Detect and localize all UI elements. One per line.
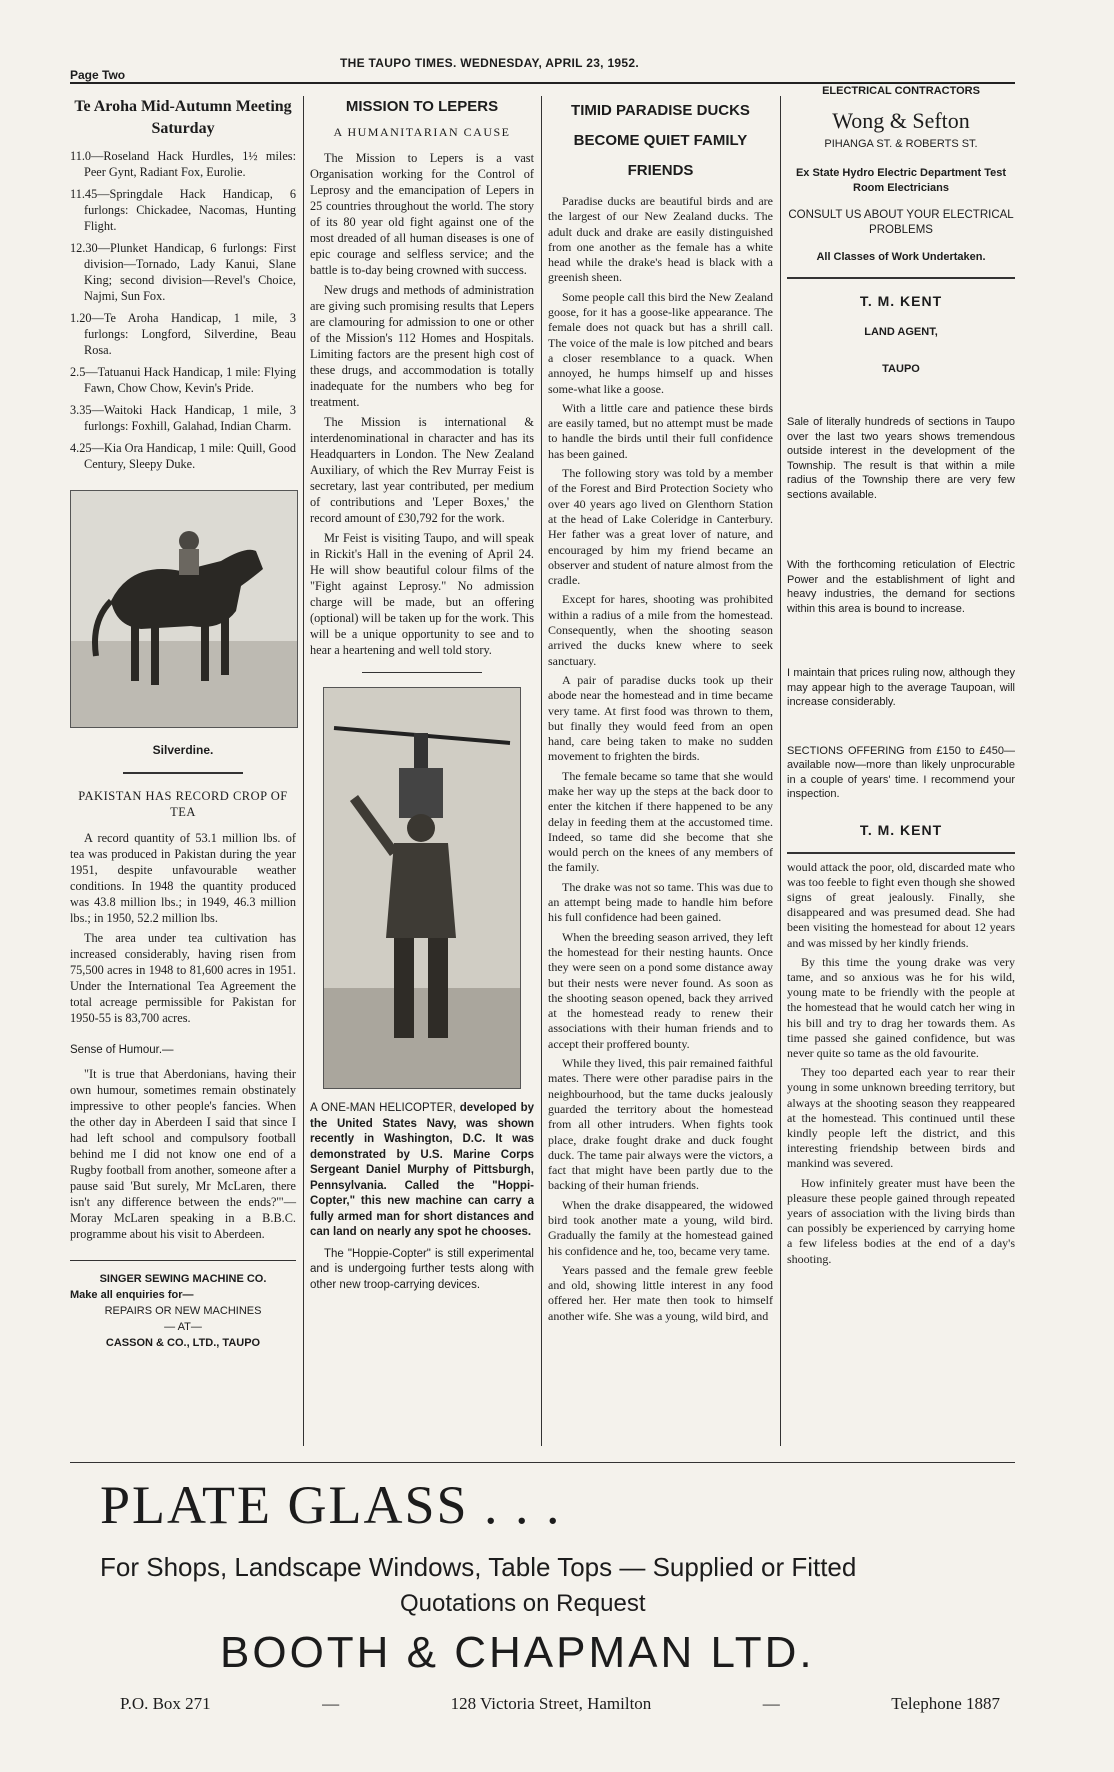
ducks-heading: TIMID PARADISE DUCKS BECOME QUIET FAMILY FRIENDS	[571, 102, 750, 179]
horse-photo-image	[71, 491, 297, 727]
singer-ad-line: — AT—	[164, 1321, 202, 1333]
separator	[123, 772, 243, 774]
tea-heading: PAKISTAN HAS RECORD CROP OF TEA	[78, 789, 288, 819]
lepers-paragraph: The Mission is international & interdenominational in character and has its Headquarters in London. The New Zealand Auxiliary, of which the Rev Murray Feist is secretary, last year contributed, per medium of contributions and 'Leper Boxes,' the record amount of £30,792 for the work.	[310, 415, 534, 525]
column-rule	[780, 96, 781, 1446]
lepers-subheading: A HUMANITARIAN CAUSE	[333, 125, 511, 139]
ducks-paragraph: When the breeding season arrived, they left the homestead for their nesting haunts. Once they were seen on a pond some distance away but their nests were never found. As soon as the shooting season opened, back they arrived at the homestead ready to renew their associations with their human friends and to accept their proffered bounty.	[548, 929, 773, 1051]
race-item: 1.20—Te Aroha Handicap, 1 mile, 3 furlongs: Longford, Silverdine, Beau Rosa.	[70, 311, 296, 357]
kent-paragraph: SECTIONS OFFERING from £150 to £450—available now—more than likely unprocurable in a couple of years' time. I recommend your inspection.	[787, 744, 1015, 800]
page-number: Page Two	[70, 68, 126, 82]
separator	[362, 672, 482, 673]
race-heading: Te Aroha Mid-Autumn Meeting Saturday	[74, 98, 292, 137]
street-address: 128 Victoria Street, Hamilton	[450, 1694, 652, 1713]
wong-sefton-ad	[787, 84, 1015, 265]
helicopter-caption: developed by the United States Navy, was shown recently in Washington, D.C. It was demonstrated by U.S. Marine Corps Sergeant Daniel Murphy of Pittsburgh, Pennsylvania. Called the "Hoppi-Copter," this new machine can carry a fully armed man for short distances and can land on nearly any spot he chooses.	[310, 1102, 534, 1238]
wong-ad-line: CONSULT US ABOUT YOUR ELECTRICAL PROBLEMS	[788, 209, 1014, 236]
separator	[787, 852, 1015, 854]
wong-ad-line: All Classes of Work Undertaken.	[816, 251, 986, 263]
tea-paragraph: The area under tea cultivation has increased considerably, having risen from 75,500 acres in 1948 to 81,600 acres in 1951. Under the International Tea Agreement the total acreage permissible for Pakistan for 1950-55 is 83,700 acres.	[70, 931, 296, 1025]
ducks-paragraph: When the drake disappeared, the widowed bird took another mate a young, wild bird. Gradually the family at the homestead gained his confidence and he, too, became very tame.	[548, 1197, 773, 1258]
kent-paragraph: I maintain that prices ruling now, although they may appear high to the average Taupoan, will increase considerably.	[787, 667, 1015, 708]
race-list	[70, 148, 296, 472]
ducks-paragraph: The following story was told by a member of the Forest and Bird Protection Society who over 40 years ago lived on Glenthorn Station at the head of Lake Coleridge in Canterbury. Her father was a great lover of nature, and encouraged by him my friend became an observer and student of nature almost from the cradle.	[548, 466, 773, 588]
ducks-paragraph: The drake was not so tame. This was due to an attempt being made to handle him before his full confidence had been gained.	[548, 879, 773, 925]
contact-dash: —	[762, 1694, 780, 1713]
helicopter-photo	[323, 687, 521, 1089]
ducks-continued-paragraph: would attack the poor, old, discarded mate who was too feeble to fight even though she showed signs of great jealously. Finally, she disappeared and was presumed dead. She had been visiting the homestead for about 12 years and was missed by her kindly friends.	[787, 859, 1015, 950]
race-item: 4.25—Kia Ora Handicap, 1 mile: Quill, Good Century, Sleepy Duke.	[70, 441, 296, 471]
ducks-paragraph: A pair of paradise ducks took up their abode near the homestead and in time became very tame. At first food was thrown to them, but finally they would feed from an open hand, care being taken to make no sudden movement to frighten the birds.	[548, 672, 773, 764]
humour-heading: Sense of Humour.—	[70, 1044, 174, 1056]
kent-name: T. M. KENT	[859, 293, 943, 309]
separator	[787, 277, 1015, 279]
race-item: 3.35—Waitoki Hack Handicap, 1 mile, 3 furlongs: Foxhill, Galahad, Indian Charm.	[70, 403, 296, 433]
race-item: 2.5—Tatuanui Hack Handicap, 1 mile: Flying Fawn, Chow Chow, Kevin's Pride.	[70, 365, 296, 395]
kent-paragraph: Sale of literally hundreds of sections in Taupo over the last two years shows tremendous outside interest in the development of the Township. The result is that within a mile radius of the Township there are very few sections available.	[787, 416, 1015, 501]
helicopter-photo-image	[324, 688, 520, 1088]
race-item: 12.30—Plunket Handicap, 6 furlongs: First division—Tornado, Lady Kanui, Slane King; second division—Revel's Choice, Najmi, Sun Fox.	[70, 241, 296, 303]
ducks-paragraph: While they lived, this pair remained faithful mates. There were other paradise pairs in the neighbourhood, but the tame ducks jealously guarded the territory about the homestead from all other intruders. When fights took place, drake fought drake and duck fought duck. The tame pair always were the victors, a fact that might have been partly due to the backing of their human friends.	[548, 1056, 773, 1193]
lepers-paragraph: Mr Feist is visiting Taupo, and will speak in Rickit's Hall in the evening of April 24. He will show beautiful colour films of the "Fight against Leprosy." No admission charge will be made, but an offering (optional) will be taken up for the work. This will be a unique opportunity to see and to hear a heartening and well told story.	[310, 531, 534, 657]
horse-photo	[70, 490, 298, 728]
singer-ad-title: SINGER SEWING MACHINE CO.	[99, 1273, 267, 1285]
singer-ad	[70, 1260, 296, 1351]
column-3	[548, 96, 773, 1328]
ducks-paragraph: Years passed and the female grew feeble and old, showing little interest in any food offered her. Her mate then took to himself another wife. She was a young, wild bird, and	[548, 1262, 773, 1323]
race-item: 11.45—Springdale Hack Handicap, 6 furlongs: Chickadee, Nacomas, Hunting Flight.	[70, 187, 296, 233]
wong-ad-line: ELECTRICAL CONTRACTORS	[822, 85, 980, 97]
telephone: Telephone 1887	[891, 1694, 1000, 1713]
column-4	[787, 84, 1015, 1271]
column-1	[70, 96, 296, 1351]
po-box: P.O. Box 271	[120, 1694, 211, 1713]
kent-paragraph: With the forthcoming reticulation of Electric Power and the establishment of light and heavy industries, the demand for sections within this area is bound to increase.	[787, 559, 1015, 615]
column-rule	[303, 96, 304, 1446]
plate-glass-quotations: Quotations on Request	[400, 1590, 646, 1617]
wong-ad-name: Wong & Sefton	[832, 108, 970, 133]
lepers-paragraph: The Mission to Lepers is a vast Organisation working for the Control of Leprosy and the emancipation of Lepers in 25 countries throughout the world. The story of its 80 year old fight against one of the most dreaded of all human diseases is one of epic courage and selfless service; and the battle is to-day being crowned with success.	[310, 151, 534, 277]
lepers-paragraph: New drugs and methods of administration are giving such promising results that Lepers are clamouring for admission to one or other of the Mission's 112 Homes and Hospitals. Limiting factors are the present high cost of these drugs, and accommodation is totally inadequate for the numbers who beg for treatment.	[310, 283, 534, 409]
singer-ad-line: Make all enquiries for—	[70, 1289, 194, 1301]
humour-paragraph: "It is true that Aberdonians, having their own humour, sometimes remain obstinately impressive to other people's fancies. When the other day in Aberdeen I said that since I had left school and compulsory football behind me I did not know one end of a Rugby football from another, someone after a pause said 'But surely, Mr McLaren, there isn't any difference between the ends?'"—Moray McLaren speaking in a B.B.C. programme about his visit to Aberdeen.	[70, 1067, 296, 1241]
contact-dash: —	[322, 1694, 340, 1713]
column-rule	[541, 96, 542, 1446]
singer-ad-line: CASSON & CO., LTD., TAUPO	[105, 1337, 261, 1349]
bottom-ad-rule	[70, 1462, 1015, 1463]
column-2	[310, 96, 534, 1297]
wong-ad-address: PIHANGA ST. & ROBERTS ST.	[824, 138, 978, 150]
ducks-paragraph: Some people call this bird the New Zealand goose, for it has a goose-like appearance. The female does not quack but has a shrill call. The voice of the male is low pitched and bears a closer resemblance to a quack. When annoyed, he humps himself up and hisses some-what like a goose.	[548, 289, 773, 396]
horse-photo-caption: Silverdine.	[152, 743, 214, 757]
ducks-continued-paragraph: They too departed each year to rear their young in some unknown breeding territory, but always at the shooting season they reappeared at the homestead. This continued until these kindly people left the district, and this interesting friendship between birds and mankind was severed.	[787, 1065, 1015, 1171]
tea-paragraph: A record quantity of 53.1 million lbs. of tea was produced in Pakistan during the year 1951, despite unfavourable weather conditions. In 1948 the quantity produced was 43.8 million lbs.; in 1949, 46.3 million lbs.; in 1950, 52.2 million lbs.	[70, 831, 296, 925]
ducks-paragraph: Paradise ducks are beautiful birds and are the largest of our New Zealand ducks. The adult duck and drake are easily distinguished from one another as the female has a white head while the drake's head is black with a greenish sheen.	[548, 194, 773, 285]
helicopter-caption-lead: A ONE-MAN HELICOPTER,	[310, 1102, 456, 1114]
kent-town: TAUPO	[882, 363, 920, 375]
wong-ad-line: Ex State Hydro Electric Department Test Room Electricians	[795, 167, 1007, 194]
masthead-title: THE TAUPO TIMES. WEDNESDAY, APRIL 23, 1952.	[340, 56, 639, 70]
plate-glass-headline: PLATE GLASS . . .	[100, 1475, 562, 1535]
kent-role: LAND AGENT,	[864, 326, 938, 338]
ducks-paragraph: With a little care and patience these birds are easily tamed, but no attempt must be made to handle the birds until their full confidence has been gained.	[548, 400, 773, 461]
plate-glass-line: For Shops, Landscape Windows, Table Tops — Supplied or Fitted	[100, 1552, 857, 1582]
company-contact	[120, 1694, 1000, 1714]
singer-ad-line: REPAIRS OR NEW MACHINES	[104, 1305, 262, 1317]
company-name: BOOTH & CHAPMAN LTD.	[220, 1628, 815, 1677]
ducks-continued-paragraph: How infinitely greater must have been the pleasure these people gained through repeated years of association with the living birds than can possibly be experienced by carrying home a few lifeless bodies at the end of a day's shooting.	[787, 1175, 1015, 1266]
race-item: 11.0—Roseland Hack Hurdles, 1½ miles: Peer Gynt, Radiant Fox, Eurolie.	[70, 149, 296, 179]
kent-signature: T. M. KENT	[859, 821, 943, 838]
ducks-paragraph: The female became so tame that she would make her way up the steps at the back door to enter the kitchen if there happened to be any delay in feeding them at the accustomed time. Indeed, so tame did she become that she would perch on the knees of any members of the family.	[548, 768, 773, 875]
ducks-paragraph: Except for hares, shooting was prohibited within a radius of a mile from the homestead. Consequently, when the shooting season arrived the ducks knew where to seek sanctuary.	[548, 592, 773, 668]
kent-ad	[787, 293, 1015, 377]
masthead	[70, 56, 1015, 80]
helicopter-caption-2: The "Hoppie-Copter" is still experimental and is undergoing further tests along with other new troop-carrying devices.	[310, 1247, 534, 1291]
lepers-heading: MISSION TO LEPERS	[345, 98, 499, 115]
ducks-continued-paragraph: By this time the young drake was very tame, and so anxious was he for his wild, young mate to be friendly with the people at the homestead that he would catch her wing in his bill and try to drag her towards them. As time passed she gained confidence, but was never quite so tame as the old favourite.	[787, 954, 1015, 1060]
